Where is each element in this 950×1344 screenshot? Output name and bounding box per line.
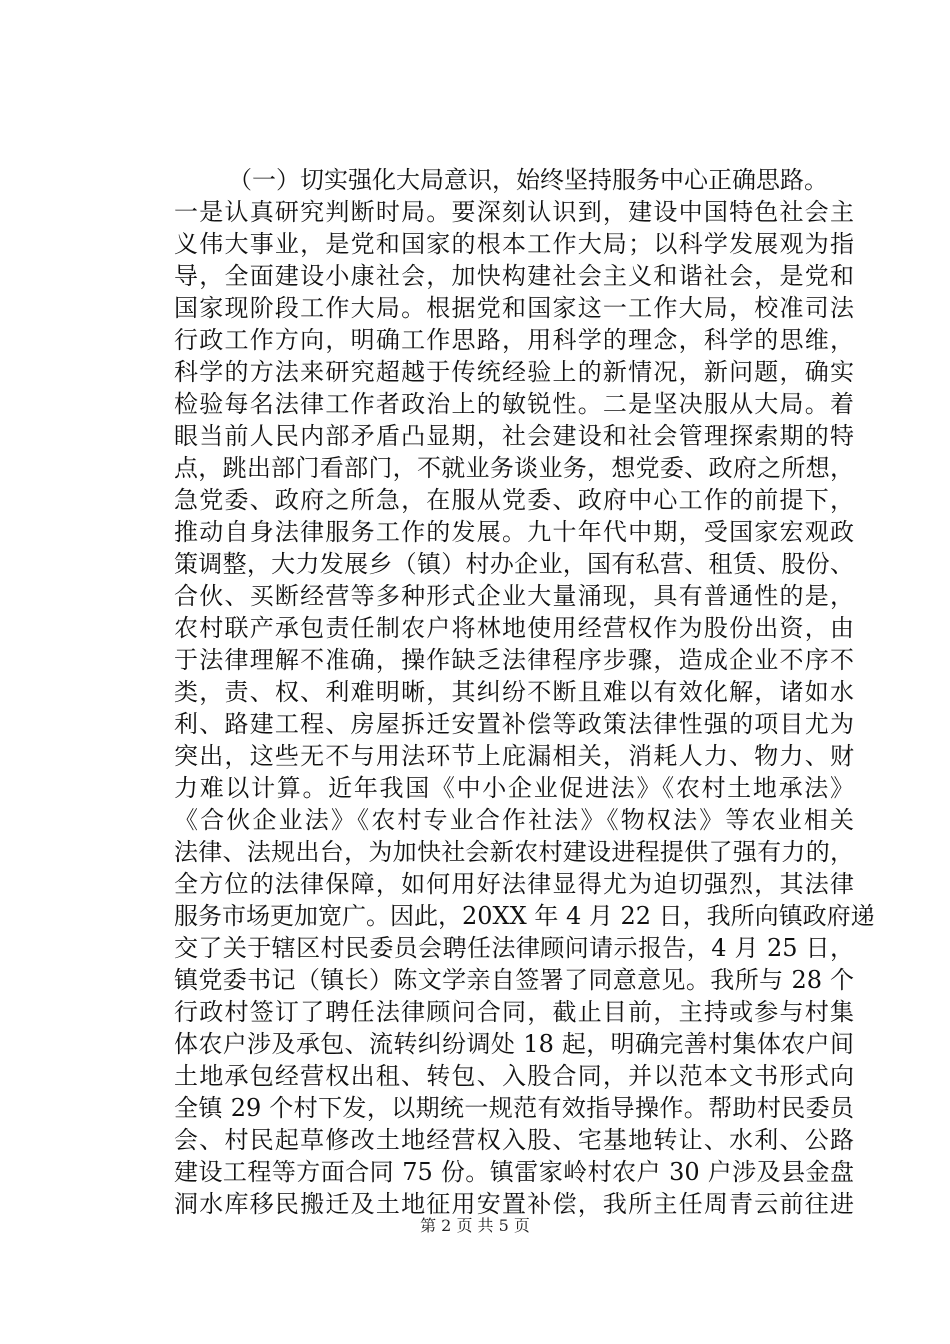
text-line: 《合伙企业法》《农村专业合作社法》《物权法》等农业相关: [174, 806, 854, 834]
text-line: 土地承包经营权出租、转包、入股合同，并以范本文书形式向: [174, 1062, 854, 1090]
text-line: 合伙、买断经营等多种形式企业大量涌现，具有普通性的是，: [174, 582, 854, 610]
text-line: 利、路建工程、房屋拆迁安置补偿等政策法律性强的项目尤为: [174, 710, 854, 738]
text-line: 会、村民起草修改土地经营权入股、宅基地转让、水利、公路: [174, 1126, 854, 1154]
text-line: 全方位的法律保障，如何用好法律显得尤为迫切强烈，其法律: [174, 870, 854, 898]
text-line: 点，跳出部门看部门，不就业务谈业务，想党委、政府之所想，: [174, 454, 854, 482]
page-footer: 第 2 页 共 5 页: [420, 1216, 530, 1235]
text-line: 行政村签订了聘任法律顾问合同，截止目前，主持或参与村集: [174, 998, 854, 1026]
text-line: 体农户涉及承包、流转纠纷调处 18 起，明确完善村集体农户间: [174, 1030, 854, 1058]
text-line: 行政工作方向，明确工作思路，用科学的理念，科学的思维，: [174, 326, 854, 354]
text-line: 眼当前人民内部矛盾凸显期，社会建设和社会管理探索期的特: [174, 422, 854, 450]
text-line: 导，全面建设小康社会，加快构建社会主义和谐社会，是党和: [174, 262, 854, 290]
text-line: 农村联产承包责任制农户将林地使用经营权作为股份出资，由: [174, 614, 854, 642]
text-line: 策调整，大力发展乡（镇）村办企业，国有私营、租赁、股份、: [174, 550, 854, 578]
text-line: 洞水库移民搬迁及土地征用安置补偿，我所主任周青云前往进: [174, 1190, 854, 1218]
text-line: 突出，这些无不与用法环节上庇漏相关，消耗人力、物力、财: [174, 742, 854, 770]
text-line: 力难以计算。近年我国《中小企业促进法》《农村土地承法》: [174, 774, 854, 802]
text-line: 镇党委书记（镇长）陈文学亲自签署了同意意见。我所与 28 个: [174, 966, 854, 994]
text-line: 服务市场更加宽广。因此，20XX 年 4 月 22 日，我所向镇政府递: [174, 902, 875, 930]
text-line: 义伟大事业，是党和国家的根本工作大局；以科学发展观为指: [174, 230, 854, 258]
text-line: 科学的方法来研究超越于传统经验上的新情况，新问题，确实: [174, 358, 854, 386]
text-line: 建设工程等方面合同 75 份。镇雷家岭村农户 30 户涉及县金盘: [174, 1158, 854, 1186]
text-line: 急党委、政府之所急，在服从党委、政府中心工作的前提下，: [174, 486, 854, 514]
text-line: 类，责、权、利难明晰，其纠纷不断且难以有效化解，诸如水: [174, 678, 854, 706]
text-line: 推动自身法律服务工作的发展。九十年代中期，受国家宏观政: [174, 518, 854, 546]
text-line: 于法律理解不准确，操作缺乏法律程序步骤，造成企业不序不: [174, 646, 854, 674]
body-paragraph: [174, 164, 875, 1220]
text-line: 国家现阶段工作大局。根据党和国家这一工作大局，校准司法: [174, 294, 854, 322]
text-line: 全镇 29 个村下发，以期统一规范有效指导操作。帮助村民委员: [174, 1094, 854, 1122]
text-line: 交了关于辖区村民委员会聘任法律顾问请示报告，4 月 25 日，: [174, 934, 854, 962]
text-line: （一）切实强化大局意识，始终坚持服务中心正确思路。: [228, 166, 828, 194]
text-line: 检验每名法律工作者政治上的敏锐性。二是坚决服从大局。着: [174, 390, 854, 418]
text-line: 一是认真研究判断时局。要深刻认识到，建设中国特色社会主: [174, 198, 854, 226]
text-line: 法律、法规出台，为加快社会新农村建设进程提供了强有力的，: [174, 838, 854, 866]
